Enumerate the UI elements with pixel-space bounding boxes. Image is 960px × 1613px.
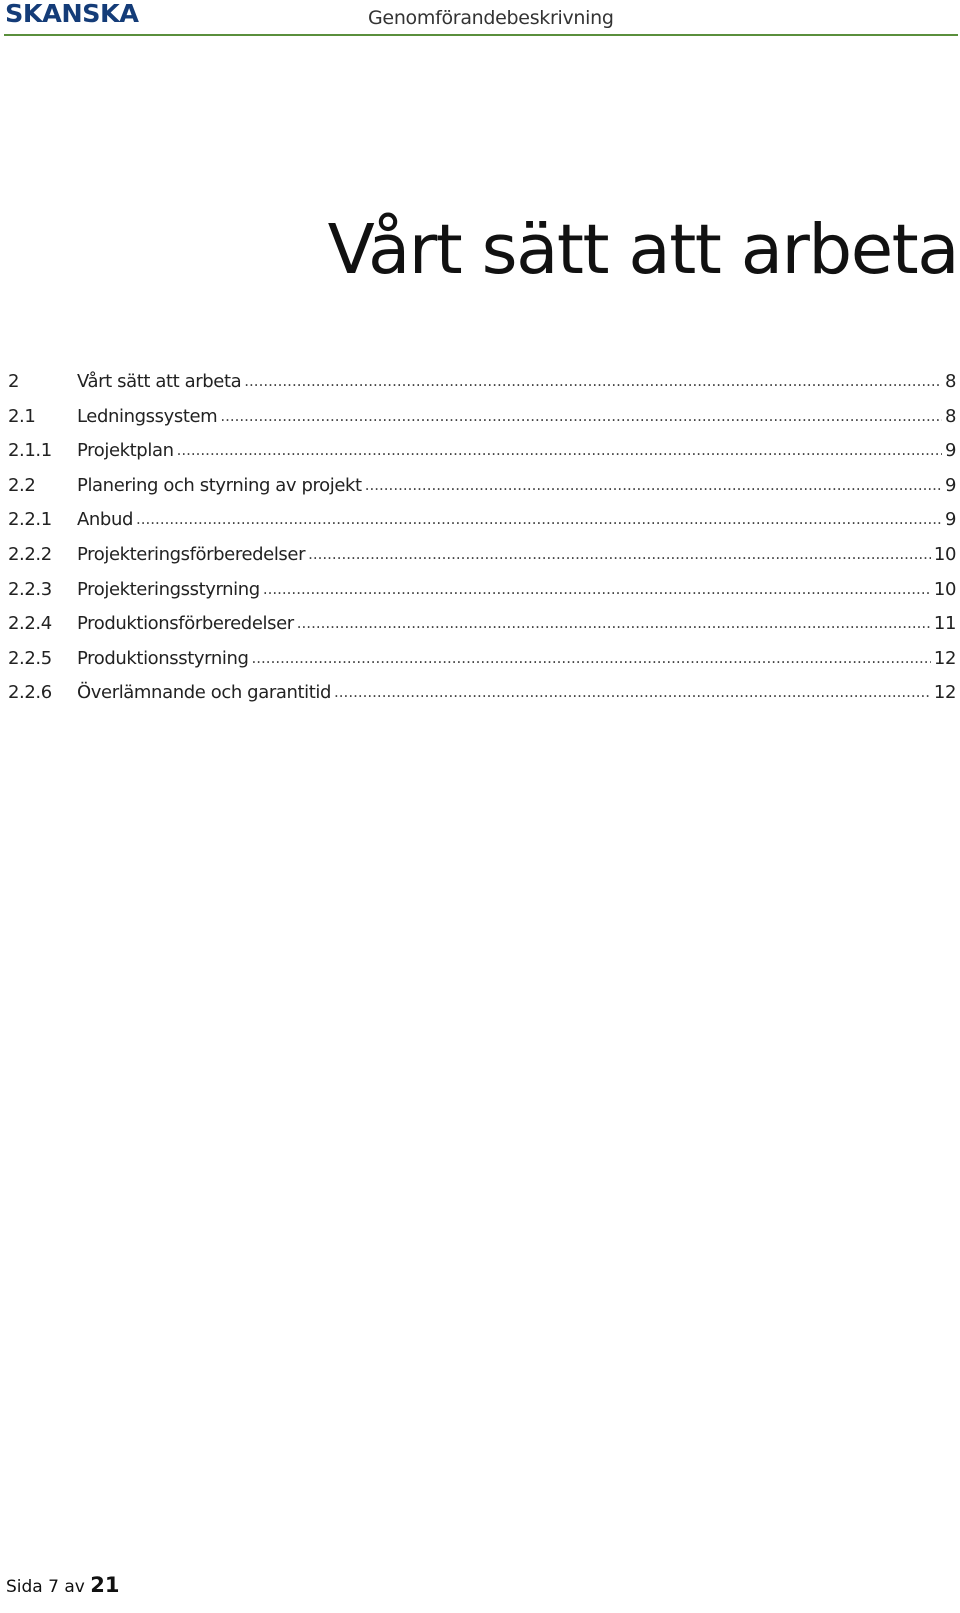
toc-entry-title: Projektplan [77,440,174,462]
toc-entry-title: Produktionsstyrning [77,647,249,669]
toc-entry-number: 2.2.2 [8,543,52,565]
toc-entry[interactable] [8,507,956,542]
toc-entry-title: Överlämnande och garantitid [77,682,332,704]
header-divider [4,34,958,36]
toc-entry-title: Produktionsförberedelser [77,613,294,635]
toc-entry-number: 2.2.4 [8,613,52,635]
toc-entry-number: 2.2.6 [8,682,52,704]
toc-dot-leader [177,438,942,456]
toc-entry-page: 9 [944,474,956,496]
toc-entry-number: 2.1 [8,405,36,427]
toc-dot-leader [263,577,931,595]
toc-dot-leader [244,369,942,387]
toc-entry[interactable] [8,577,956,612]
toc-entry-page: 8 [944,405,956,427]
toc-entry[interactable] [8,646,956,681]
toc-entry[interactable] [8,438,956,473]
total-pages: 21 [90,1573,120,1597]
toc-entry[interactable] [8,542,956,577]
toc-entry[interactable] [8,680,956,715]
toc-entry[interactable] [8,473,956,508]
toc-entry-title: Anbud [77,509,133,531]
page-footer [6,1573,119,1599]
toc-dot-leader [136,507,942,525]
toc-entry-page: 12 [933,647,956,669]
toc-entry-title: Ledningssystem [77,405,218,427]
toc-entry-page: 10 [933,578,956,600]
toc-entry[interactable] [8,369,956,404]
toc-dot-leader [297,611,931,629]
chapter-title: Vårt sätt att arbeta [327,210,958,290]
toc-entry[interactable] [8,611,956,646]
toc-dot-leader [334,680,931,698]
toc-entry-title: Vårt sätt att arbeta [77,371,242,392]
toc-entry-number: 2.2.3 [8,578,52,600]
toc-entry-page: 9 [944,440,956,462]
toc-dot-leader [252,646,931,664]
toc-entry-page: 10 [933,543,956,565]
toc-entry-page: 11 [933,613,956,635]
toc-entry-title: Planering och styrning av projekt [77,474,362,496]
toc-dot-leader [220,404,942,422]
toc-entry-title: Projekteringsförberedelser [77,543,306,565]
toc-entry-title: Projekteringsstyrning [77,578,260,600]
table-of-contents [8,369,956,715]
page-header [0,0,960,36]
toc-entry-number: 2.2.1 [8,509,52,531]
toc-entry[interactable] [8,404,956,439]
document-title: Genomförandebeskrivning [368,7,614,29]
skanska-logo: SKANSKA [5,0,139,28]
toc-entry-number: 2.2.5 [8,647,52,669]
toc-dot-leader [308,542,931,560]
toc-entry-page: 9 [944,509,956,531]
toc-entry-page: 8 [944,371,956,392]
toc-entry-number: 2 [8,371,20,392]
toc-entry-page: 12 [933,682,956,704]
page-number-label: Sida 7 av [6,1577,85,1597]
toc-entry-number: 2.1.1 [8,440,52,462]
toc-entry-number: 2.2 [8,474,36,496]
toc-dot-leader [365,473,942,491]
